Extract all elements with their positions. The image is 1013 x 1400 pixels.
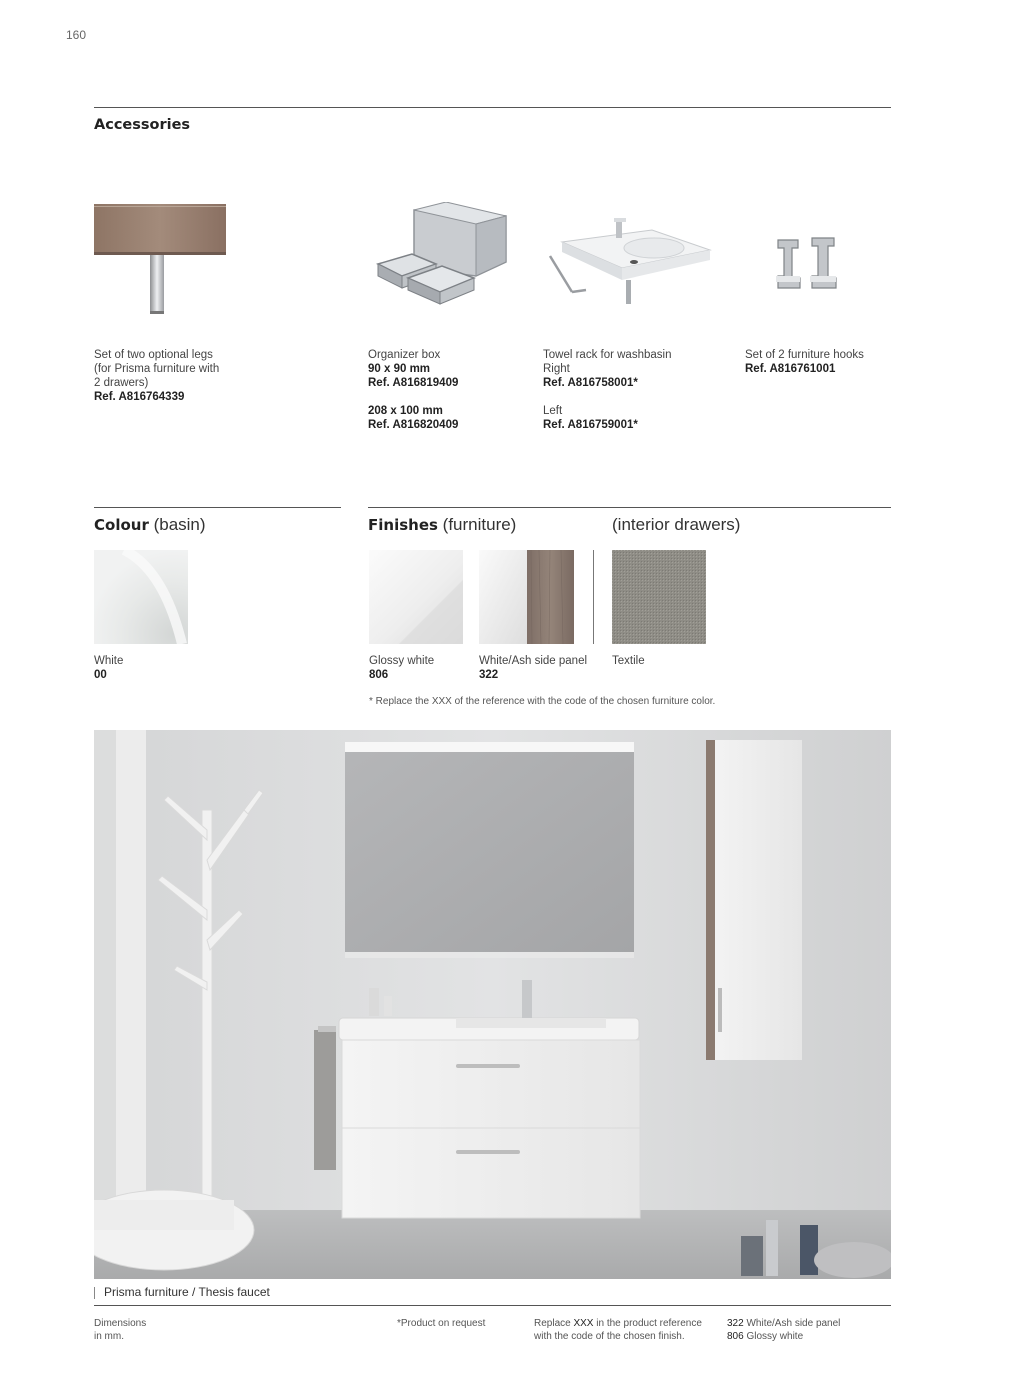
photo-caption: Prisma furniture / Thesis faucet: [104, 1285, 270, 1299]
section-rule: [94, 107, 891, 108]
footer-product-request: *Product on request: [397, 1318, 486, 1329]
footer-dimensions: Dimensions in mm.: [94, 1318, 147, 1342]
white-ash-swatch: [479, 550, 574, 644]
colour-rule: [94, 507, 341, 508]
colour-heading: Colour (basin): [94, 515, 206, 534]
white-ash-label: White/Ash side panel 322: [479, 655, 588, 681]
finishes-heading: Finishes (furniture): [368, 515, 517, 534]
white-basin-swatch: [94, 550, 188, 644]
finishes-rule: [368, 507, 891, 508]
legs-description: Set of two optional legs (for Prisma furniture with 2 drawers) Ref. A816764339: [94, 349, 220, 403]
interior-heading: (interior drawers): [612, 515, 741, 534]
footer-rule: [94, 1305, 891, 1306]
accessories-title: Accessories: [94, 117, 191, 133]
textile-swatch: [612, 550, 706, 644]
hooks-image: [770, 236, 844, 294]
hooks-description: Set of 2 furniture hooks Ref. A816761001: [745, 349, 864, 375]
footer-replace-note: Replace XXX in the product reference with the code of the chosen finish.: [534, 1318, 702, 1342]
white-swatch-label: White 00: [94, 655, 124, 681]
footer-codes: 322 White/Ash side panel 806 Glossy white: [727, 1318, 841, 1342]
glossy-white-label: Glossy white 806: [369, 655, 435, 681]
organizer-description: Organizer box 90 x 90 mm Ref. A816819409 208 x 100 mm Ref. A816820409: [368, 349, 459, 431]
replace-note: * Replace the XXX of the reference with the code of the chosen furniture color.: [369, 696, 716, 707]
caption-bar: [94, 1287, 95, 1299]
organizer-box-image: [372, 202, 512, 320]
towel-rack-description: Towel rack for washbasin Right Ref. A816758001* Left Ref. A816759001*: [543, 349, 672, 431]
finish-divider: [593, 550, 594, 644]
legs-image: [94, 204, 226, 318]
textile-label: Textile: [612, 655, 645, 667]
bathroom-photo: [94, 730, 891, 1279]
glossy-white-swatch: [369, 550, 463, 644]
page-number: 160: [66, 28, 87, 42]
towel-rack-image: [542, 214, 712, 306]
